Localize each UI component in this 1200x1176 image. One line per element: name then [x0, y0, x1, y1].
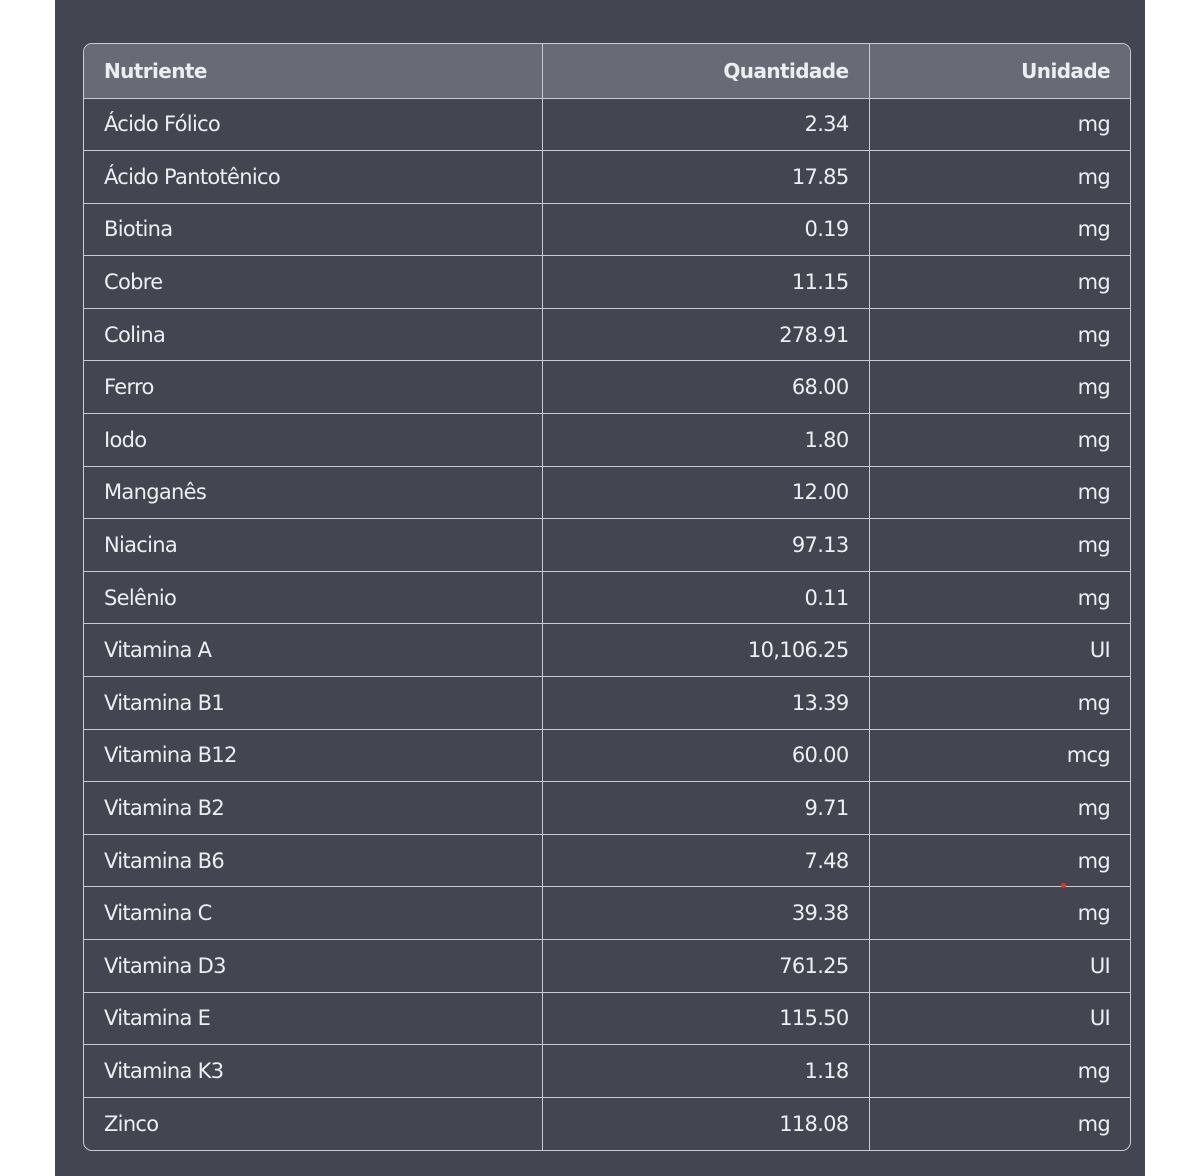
table-row: [84, 782, 1130, 835]
table-row: [84, 677, 1130, 730]
cell-quantity: 118.08: [542, 1097, 869, 1150]
cell-unit: mg: [869, 782, 1130, 835]
cell-nutrient: Ácido Pantotênico: [84, 151, 542, 204]
cell-quantity: 0.19: [542, 203, 869, 256]
cell-nutrient: Vitamina B12: [84, 729, 542, 782]
cell-unit: mg: [869, 571, 1130, 624]
cell-quantity: 12.00: [542, 466, 869, 519]
cell-quantity: 11.15: [542, 256, 869, 309]
cell-unit: mg: [869, 1045, 1130, 1098]
table-row: [84, 1045, 1130, 1098]
cell-quantity: 7.48: [542, 834, 869, 887]
nutrient-table: [84, 44, 1130, 1150]
cell-quantity: 13.39: [542, 677, 869, 730]
table-row: [84, 308, 1130, 361]
content-panel: [55, 0, 1145, 1176]
red-dot-marker: [1061, 883, 1066, 888]
cell-nutrient: Vitamina K3: [84, 1045, 542, 1098]
header-quantity: Quantidade: [542, 44, 869, 98]
cell-nutrient: Selênio: [84, 571, 542, 624]
cell-quantity: 1.18: [542, 1045, 869, 1098]
cell-quantity: 97.13: [542, 519, 869, 572]
cell-unit: mg: [869, 361, 1130, 414]
cell-nutrient: Vitamina D3: [84, 940, 542, 993]
table-row: [84, 624, 1130, 677]
cell-unit: mg: [869, 256, 1130, 309]
cell-nutrient: Ferro: [84, 361, 542, 414]
nutrient-table-container: [83, 43, 1131, 1151]
cell-quantity: 2.34: [542, 98, 869, 151]
cell-unit: mg: [1077, 1111, 1110, 1136]
cell-unit: mg: [869, 308, 1130, 361]
table-row: [84, 519, 1130, 572]
cell-unit: mg: [869, 466, 1130, 519]
table-row: [84, 1097, 1130, 1150]
cell-unit: mg: [869, 98, 1130, 151]
cell-unit: mg: [869, 887, 1130, 940]
cell-quantity: 17.85: [542, 151, 869, 204]
cell-nutrient: Cobre: [84, 256, 542, 309]
cell-unit: mg: [869, 414, 1130, 467]
cell-nutrient: Zinco: [84, 1097, 542, 1150]
header-nutrient: Nutriente: [84, 44, 542, 98]
table-row: [84, 729, 1130, 782]
cell-quantity: 9.71: [542, 782, 869, 835]
cell-quantity: 0.11: [542, 571, 869, 624]
cell-nutrient: Biotina: [84, 203, 542, 256]
header-unit: Unidade: [869, 44, 1130, 98]
cell-unit: UI: [869, 940, 1130, 993]
cell-unit: UI: [869, 992, 1130, 1045]
table-row: [84, 571, 1130, 624]
cell-nutrient: Vitamina C: [84, 887, 542, 940]
cell-quantity: 10,106.25: [542, 624, 869, 677]
cell-unit: UI: [869, 624, 1130, 677]
cell-unit: mg: [869, 677, 1130, 730]
table-row: [84, 834, 1130, 887]
cell-nutrient: Ácido Fólico: [84, 98, 542, 151]
cell-unit: mg: [869, 519, 1130, 572]
table-row: [84, 887, 1130, 940]
table-row: [84, 414, 1130, 467]
cell-quantity: 39.38: [542, 887, 869, 940]
table-row: [84, 151, 1130, 204]
cell-nutrient: Colina: [84, 308, 542, 361]
table-header: [84, 44, 1130, 98]
cell-nutrient: Iodo: [84, 414, 542, 467]
cell-quantity: 68.00: [542, 361, 869, 414]
table-row: [84, 203, 1130, 256]
cell-nutrient: Vitamina B2: [84, 782, 542, 835]
cell-quantity: 115.50: [542, 992, 869, 1045]
cell-nutrient: Niacina: [84, 519, 542, 572]
cell-nutrient: Vitamina B6: [84, 834, 542, 887]
cell-unit: mg: [869, 151, 1130, 204]
cell-quantity: 278.91: [542, 308, 869, 361]
cell-quantity: 1.80: [542, 414, 869, 467]
cell-nutrient: Vitamina A: [84, 624, 542, 677]
table-row: [84, 992, 1130, 1045]
cell-nutrient: Manganês: [84, 466, 542, 519]
cell-nutrient: Vitamina E: [84, 992, 542, 1045]
cell-nutrient: Vitamina B1: [84, 677, 542, 730]
table-row: [84, 940, 1130, 993]
table-row: [84, 98, 1130, 151]
cell-unit: mg: [869, 834, 1130, 887]
cell-quantity: 60.00: [542, 729, 869, 782]
table-row: [84, 466, 1130, 519]
table-row: [84, 361, 1130, 414]
cell-unit: mg: [869, 203, 1130, 256]
cell-unit: mcg: [869, 729, 1130, 782]
table-body: [84, 98, 1130, 1150]
table-row: [84, 256, 1130, 309]
header-row: [84, 44, 1130, 98]
cell-quantity: 761.25: [542, 940, 869, 993]
